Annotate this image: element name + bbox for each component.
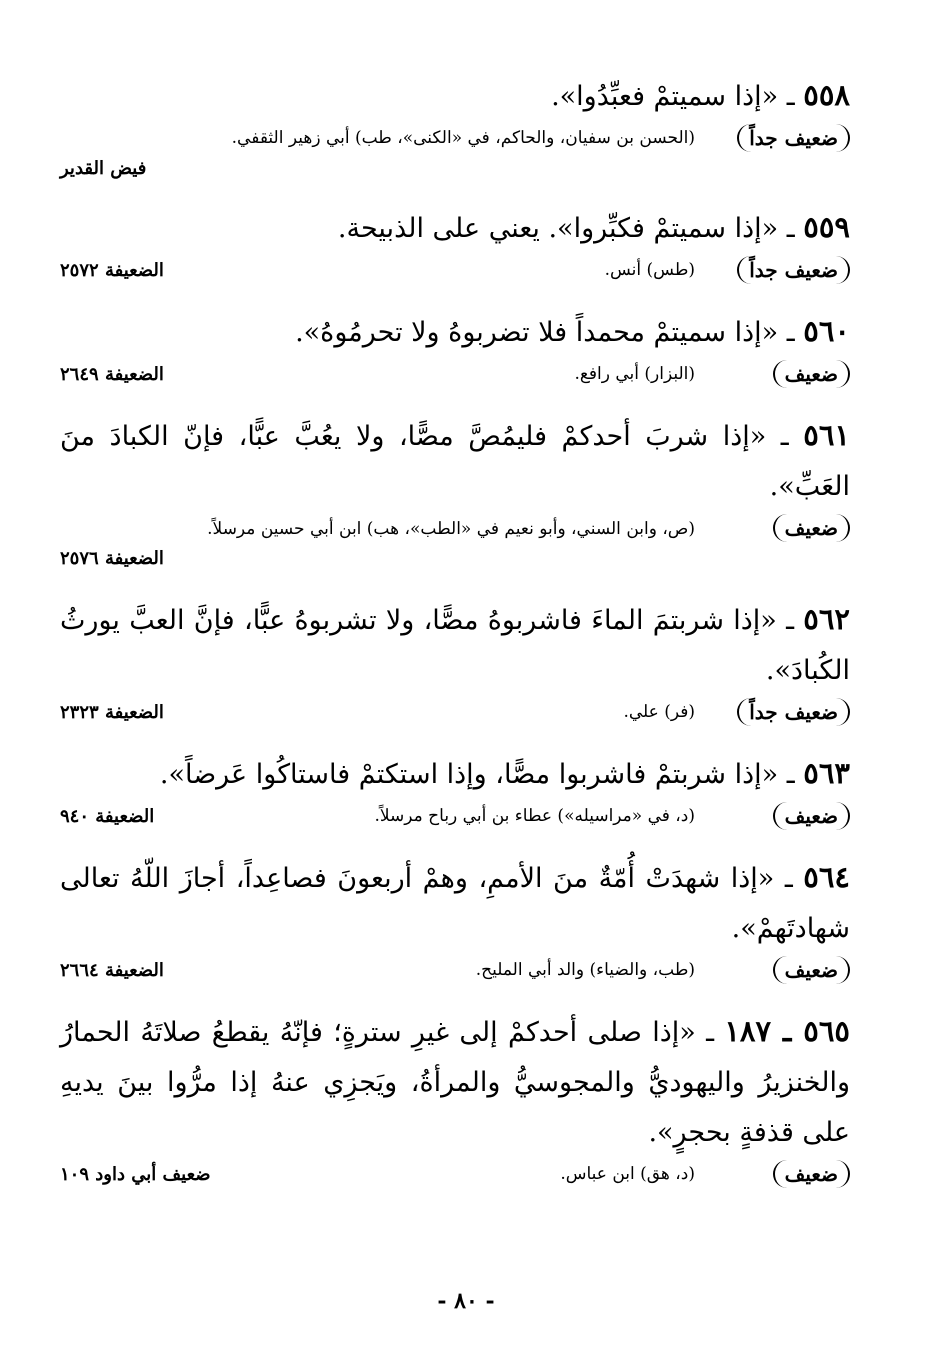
source-citation: (طب، والضياء) والد أبي المليح.	[475, 960, 695, 980]
source-citation: (د، هق) ابن عباس.	[560, 1164, 695, 1184]
hadith-entry-559: ٥٥٩ ـ «إذا سميتمْ فكبِّروا». يعني على الذبيحة. ضعيف جداً (طس) أنس. الضعيفة ٢٥٧٢	[60, 210, 850, 282]
document-page	[60, 70, 850, 1210]
source-citation: (الحسن بن سفيان، والحاكم، في «الكنى»، طب) أبي زهير الثقفي.	[231, 128, 695, 148]
reference: الضعيفة ٢٦٦٤	[60, 960, 164, 981]
hadith-number: ٥٦٣	[803, 756, 850, 790]
hadith-number: ٥٥٩	[803, 210, 850, 244]
source-citation: (د، في «مراسيله») عطاء بن أبي رباح مرسلاً.	[374, 806, 695, 826]
hadith-entry-562: ٥٦٢ ـ «إذا شربتمَ الماءَ فاشربوهُ مصًّا، ولا تشربوهُ عبًّا، فإنَّ العبَّ يورثُ الكُبادَ». ضعيف جداً (فر) علي. الضعيفة ٢٣٢٣	[60, 602, 850, 724]
reference: الضعيفة ٢٦٤٩	[60, 364, 164, 385]
reference: الضعيفة ٢٣٢٣	[60, 702, 164, 723]
grade-label: ضعيف	[773, 360, 850, 388]
reference: الضعيفة ٢٥٧٢	[60, 260, 164, 281]
grade-label: ضعيف	[773, 514, 850, 542]
hadith-text: «إذا شهدَتْ أُمّةٌ منَ الأممِ، وهمْ أربعونَ فصاعِداً، أجازَ اللّهُ تعالى شهادتَهمْ».	[60, 863, 850, 944]
grade-label: ضعيف جداً	[737, 698, 850, 726]
hadith-text: «إذا شربَ أحدكمْ فليمُصَّ مصًّا، ولا يعُبَّ عبًّا، فإنّ الكبادَ منَ العَبِّ».	[60, 421, 850, 502]
hadith-entry-558: ٥٥٨ ـ «إذا سميتمْ فعبِّدُوا». ضعيف جداً (الحسن بن سفيان، والحاكم، في «الكنى»، طب) أبي زهير الثقفي. فيض القدير	[60, 78, 850, 179]
grade-label: ضعيف جداً	[737, 256, 850, 284]
hadith-number: ٥٦٠	[803, 314, 850, 348]
hadith-entry-560: ٥٦٠ ـ «إذا سميتمْ محمداً فلا تضربوهُ ولا تحرمُوهُ». ضعيف (البزار) أبي رافع. الضعيفة ٢٦٤٩	[60, 314, 850, 386]
hadith-entry-561: ٥٦١ ـ «إذا شربَ أحدكمْ فليمُصَّ مصًّا، ولا يعُبَّ عبًّا، فإنّ الكبادَ منَ العَبِّ». ضعيف (ص، وابن السني، وأبو نعيم في «الطب»، هب) ابن أبي حسين مرسلاً. الضعيفة ٢٥٧٦	[60, 418, 850, 569]
hadith-entry-564: ٥٦٤ ـ «إذا شهدَتْ أُمّةٌ منَ الأممِ، وهمْ أربعونَ فصاعِداً، أجازَ اللّهُ تعالى شهادتَهمْ». ضعيف (طب، والضياء) والد أبي المليح. الضعيفة ٢٦٦٤	[60, 860, 850, 982]
hadith-text: «إذا شربتمَ الماءَ فاشربوهُ مصًّا، ولا تشربوهُ عبًّا، فإنَّ العبَّ يورثُ الكُبادَ».	[60, 605, 850, 686]
hadith-text: «إذا سميتمْ فكبِّروا». يعني على الذبيحة.	[337, 213, 779, 244]
hadith-text: «إذا شربتمْ فاشربوا مصًّا، وإذا استكتمْ فاستاكُوا عَرضاً».	[159, 759, 779, 790]
grade-label: ضعيف	[773, 956, 850, 984]
hadith-text: «إذا صلى أحدكمْ إلى غيرِ سترةٍ؛ فإنّهُ يقطعُ صلاتَهُ الحمارُ والخنزيرُ واليهوديُّ والمجوسيُّ والمرأةُ، ويَجزِي عنهُ إذا مرُّوا بينَ يديهِ على قذفةٍ بحجرٍ».	[60, 1017, 850, 1148]
hadith-number: ٥٦٢	[803, 602, 850, 636]
hadith-text: «إذا سميتمْ محمداً فلا تضربوهُ ولا تحرمُوهُ».	[295, 317, 779, 348]
reference: الضعيفة ٢٥٧٦	[60, 548, 164, 569]
grade-label: ضعيف	[773, 802, 850, 830]
hadith-entry-563: ٥٦٣ ـ «إذا شربتمْ فاشربوا مصًّا، وإذا استكتمْ فاستاكُوا عَرضاً». ضعيف (د، في «مراسيله») عطاء بن أبي رباح مرسلاً. الضعيفة ٩٤٠	[60, 756, 850, 828]
reference: الضعيفة ٩٤٠	[60, 806, 155, 827]
page-number: - ٨٠ -	[437, 1288, 495, 1314]
grade-label: ضعيف	[773, 1160, 850, 1188]
hadith-entry-565: ٥٦٥ ـ ١٨٧ ـ «إذا صلى أحدكمْ إلى غيرِ سترةٍ؛ فإنّهُ يقطعُ صلاتَهُ الحمارُ والخنزيرُ واليهوديُّ والمجوسيُّ والمرأةُ، ويَجزِي عنهُ إذا مرُّوا بينَ يديهِ على قذفةٍ بحجرٍ». ضعيف (د، هق) ابن عباس. ضعيف أبي داود ١٠٩	[60, 1014, 850, 1186]
source-citation: (فر) علي.	[623, 702, 695, 722]
reference: ضعيف أبي داود ١٠٩	[60, 1164, 211, 1185]
hadith-number: ٥٥٨	[803, 78, 850, 112]
hadith-number: ٥٦١	[803, 418, 850, 452]
source-citation: (البزار) أبي رافع.	[574, 364, 695, 384]
hadith-text: «إذا سميتمْ فعبِّدُوا».	[551, 81, 779, 112]
hadith-number: ٥٦٤	[803, 860, 850, 894]
grade-label: ضعيف جداً	[737, 124, 850, 152]
source-citation: (ص، وابن السني، وأبو نعيم في «الطب»، هب) ابن أبي حسين مرسلاً.	[207, 519, 695, 539]
source-citation: (طس) أنس.	[604, 260, 695, 280]
reference: فيض القدير	[60, 158, 147, 179]
hadith-number: ٥٦٥ ـ ١٨٧	[724, 1014, 850, 1048]
